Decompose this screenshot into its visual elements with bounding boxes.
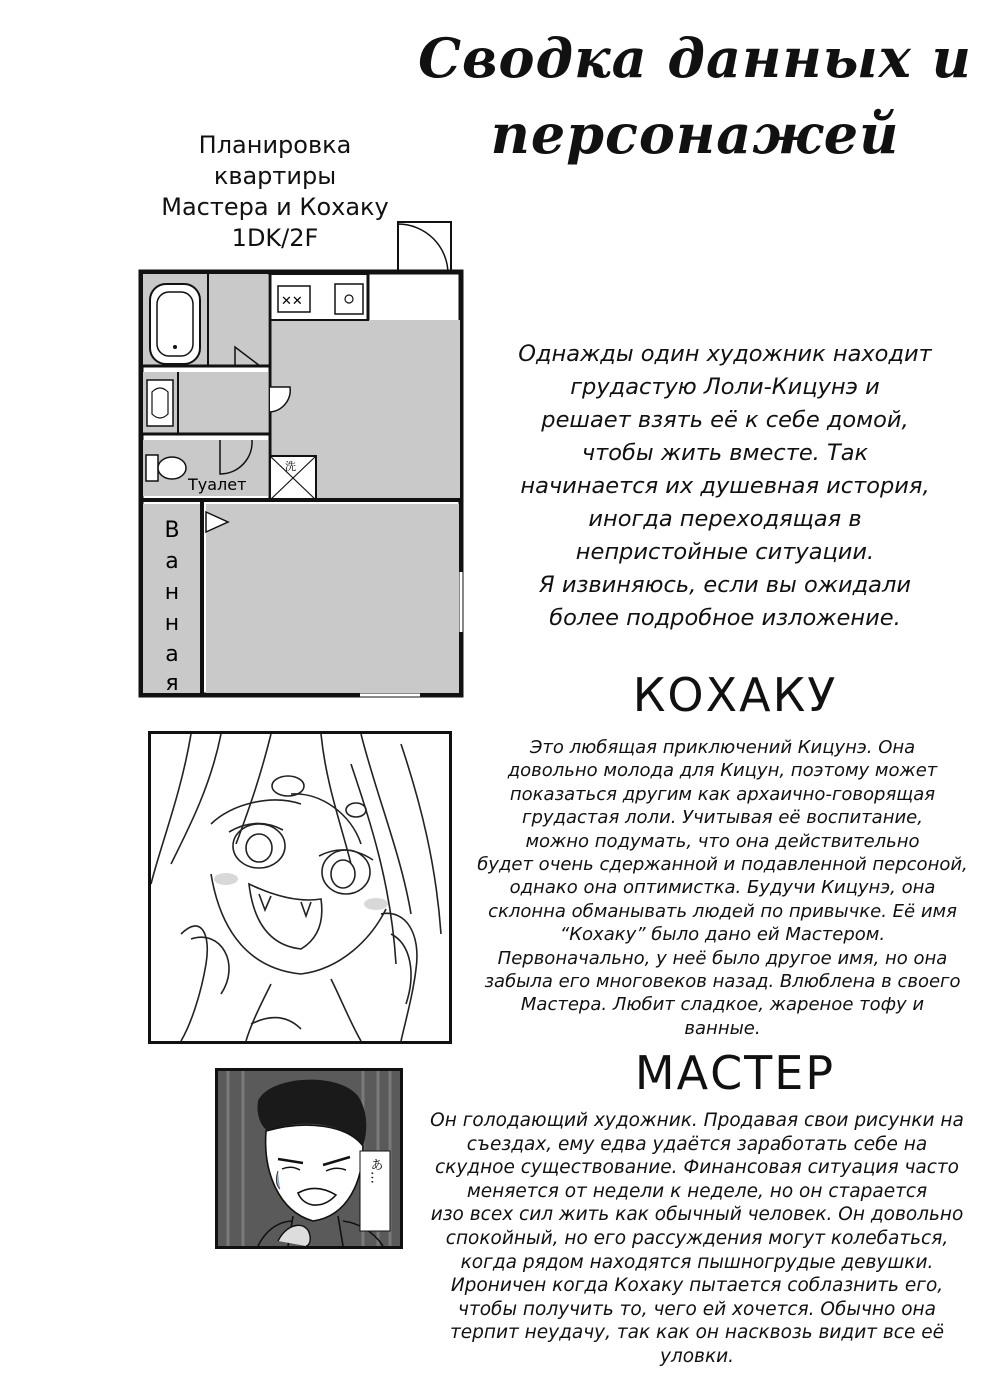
intro-line: начинается их душевная история, [520, 473, 930, 499]
intro-line: иногда переходящая в [588, 506, 862, 532]
intro-line: решает взять её к себе домой, [541, 407, 909, 433]
bio-line: грудастая лоли. Учитывая её воспитание, [522, 807, 923, 829]
bio-line: довольно молода для Кицун, поэтому может [507, 760, 938, 782]
intro-line: непристойные ситуации. [575, 539, 875, 565]
washbasin-icon [147, 380, 173, 426]
floor-plan [130, 212, 475, 702]
caption-line-1: Планировка [198, 131, 352, 159]
caption-line-4: 1DK/2F [231, 224, 319, 252]
bio-line: однако она оптимистка. Будучи Кицунэ, она [509, 877, 936, 899]
bio-line: Первоначально, у неё было другое имя, но она [497, 947, 948, 969]
stove-icon [278, 286, 310, 312]
bio-line: Это любящая приключений Кицунэ. Она [529, 737, 916, 758]
bio-line: когда рядом находятся пышногрудые девушки. [460, 1251, 934, 1273]
bio-line: терпит неудачу, так как он насквозь видит все её [449, 1322, 945, 1344]
bio-line: съездах, ему едва удаётся заработать себе на [466, 1133, 928, 1155]
title-line-2: персонажей [490, 102, 900, 166]
bath-label-letter: н [164, 611, 180, 636]
bio-line: спокойный, но его рассуждения могут колебаться, [445, 1227, 949, 1249]
bio-line: Он голодающий художник. Продавая свои рисунки на [430, 1110, 964, 1131]
bio-line: уловки. [659, 1345, 735, 1367]
bio-line: ванные. [684, 1017, 761, 1039]
bio-line: забыла его многовеков назад. Влюблена в своего [484, 971, 961, 993]
washer-label: 洗 [285, 460, 296, 473]
svg-text:✕✕: ✕✕ [281, 294, 303, 309]
title-line-1: Сводка данных и [418, 26, 972, 90]
master-bubble-text: あ… [367, 1158, 383, 1184]
intro-line: Однажды один художник находит [518, 341, 932, 367]
bio-line: Мастера. Любит сладкое, жареное тофу и [520, 994, 925, 1016]
intro-line: грудастую Лоли-Кицунэ и [570, 374, 880, 400]
bio-line: скудное существование. Финансовая ситуация часто [435, 1157, 959, 1179]
kohaku-bio [455, 736, 990, 1040]
washing-machine-icon [270, 456, 316, 500]
bio-line: можно подумать, что она действительно [525, 830, 920, 852]
bath-label-letter: я [165, 671, 179, 696]
bath-label-letter: В [164, 518, 180, 543]
bath-label-letter: н [164, 580, 180, 605]
bio-line: “Кохаку” было дано ей Мастером. [559, 924, 886, 946]
bio-line: чтобы получить то, чего ей хочется. Обычно она [458, 1298, 936, 1320]
page-title [400, 20, 990, 172]
intro-line: более подробное изложение. [549, 605, 901, 631]
bio-line: показаться другим как архаично-говорящая [509, 783, 936, 805]
bathtub-icon [150, 284, 200, 364]
bio-line: склонна обманывать людей по привычке. Её имя [488, 900, 957, 922]
intro-line: чтобы жить вместе. Так [581, 440, 869, 466]
bio-line: будет очень сдержанной и подавленной персоной, [477, 854, 968, 876]
toilet-label: Туалет [188, 475, 247, 494]
bath-label-letter: а [165, 642, 179, 667]
bio-line: меняется от недели к неделе, но он старается [466, 1180, 928, 1202]
kohaku-portrait [148, 731, 452, 1044]
master-bio [404, 1109, 990, 1369]
caption-line-2: квартиры [213, 162, 337, 190]
toilet-icon [146, 455, 186, 481]
master-heading: МАСТЕР [634, 1046, 836, 1100]
kohaku-portrait-icon [151, 734, 449, 1041]
kohaku-heading: КОХАКУ [632, 668, 838, 722]
intro-line: Я извиняюсь, если вы ожидали [539, 572, 911, 598]
bio-line: изо всех сил жить как обычный человек. Он довольно [430, 1204, 964, 1226]
intro-paragraph [470, 338, 980, 635]
bio-line: Ироничен когда Кохаку пытается соблазнить его, [450, 1275, 944, 1297]
bath-label-letter: а [165, 549, 179, 574]
main-room [206, 504, 459, 693]
master-portrait-icon [218, 1071, 400, 1246]
changing-room [208, 274, 268, 366]
sink-icon [335, 284, 363, 314]
caption-line-3: Мастера и Кохаку [161, 193, 389, 221]
master-portrait [215, 1068, 403, 1249]
